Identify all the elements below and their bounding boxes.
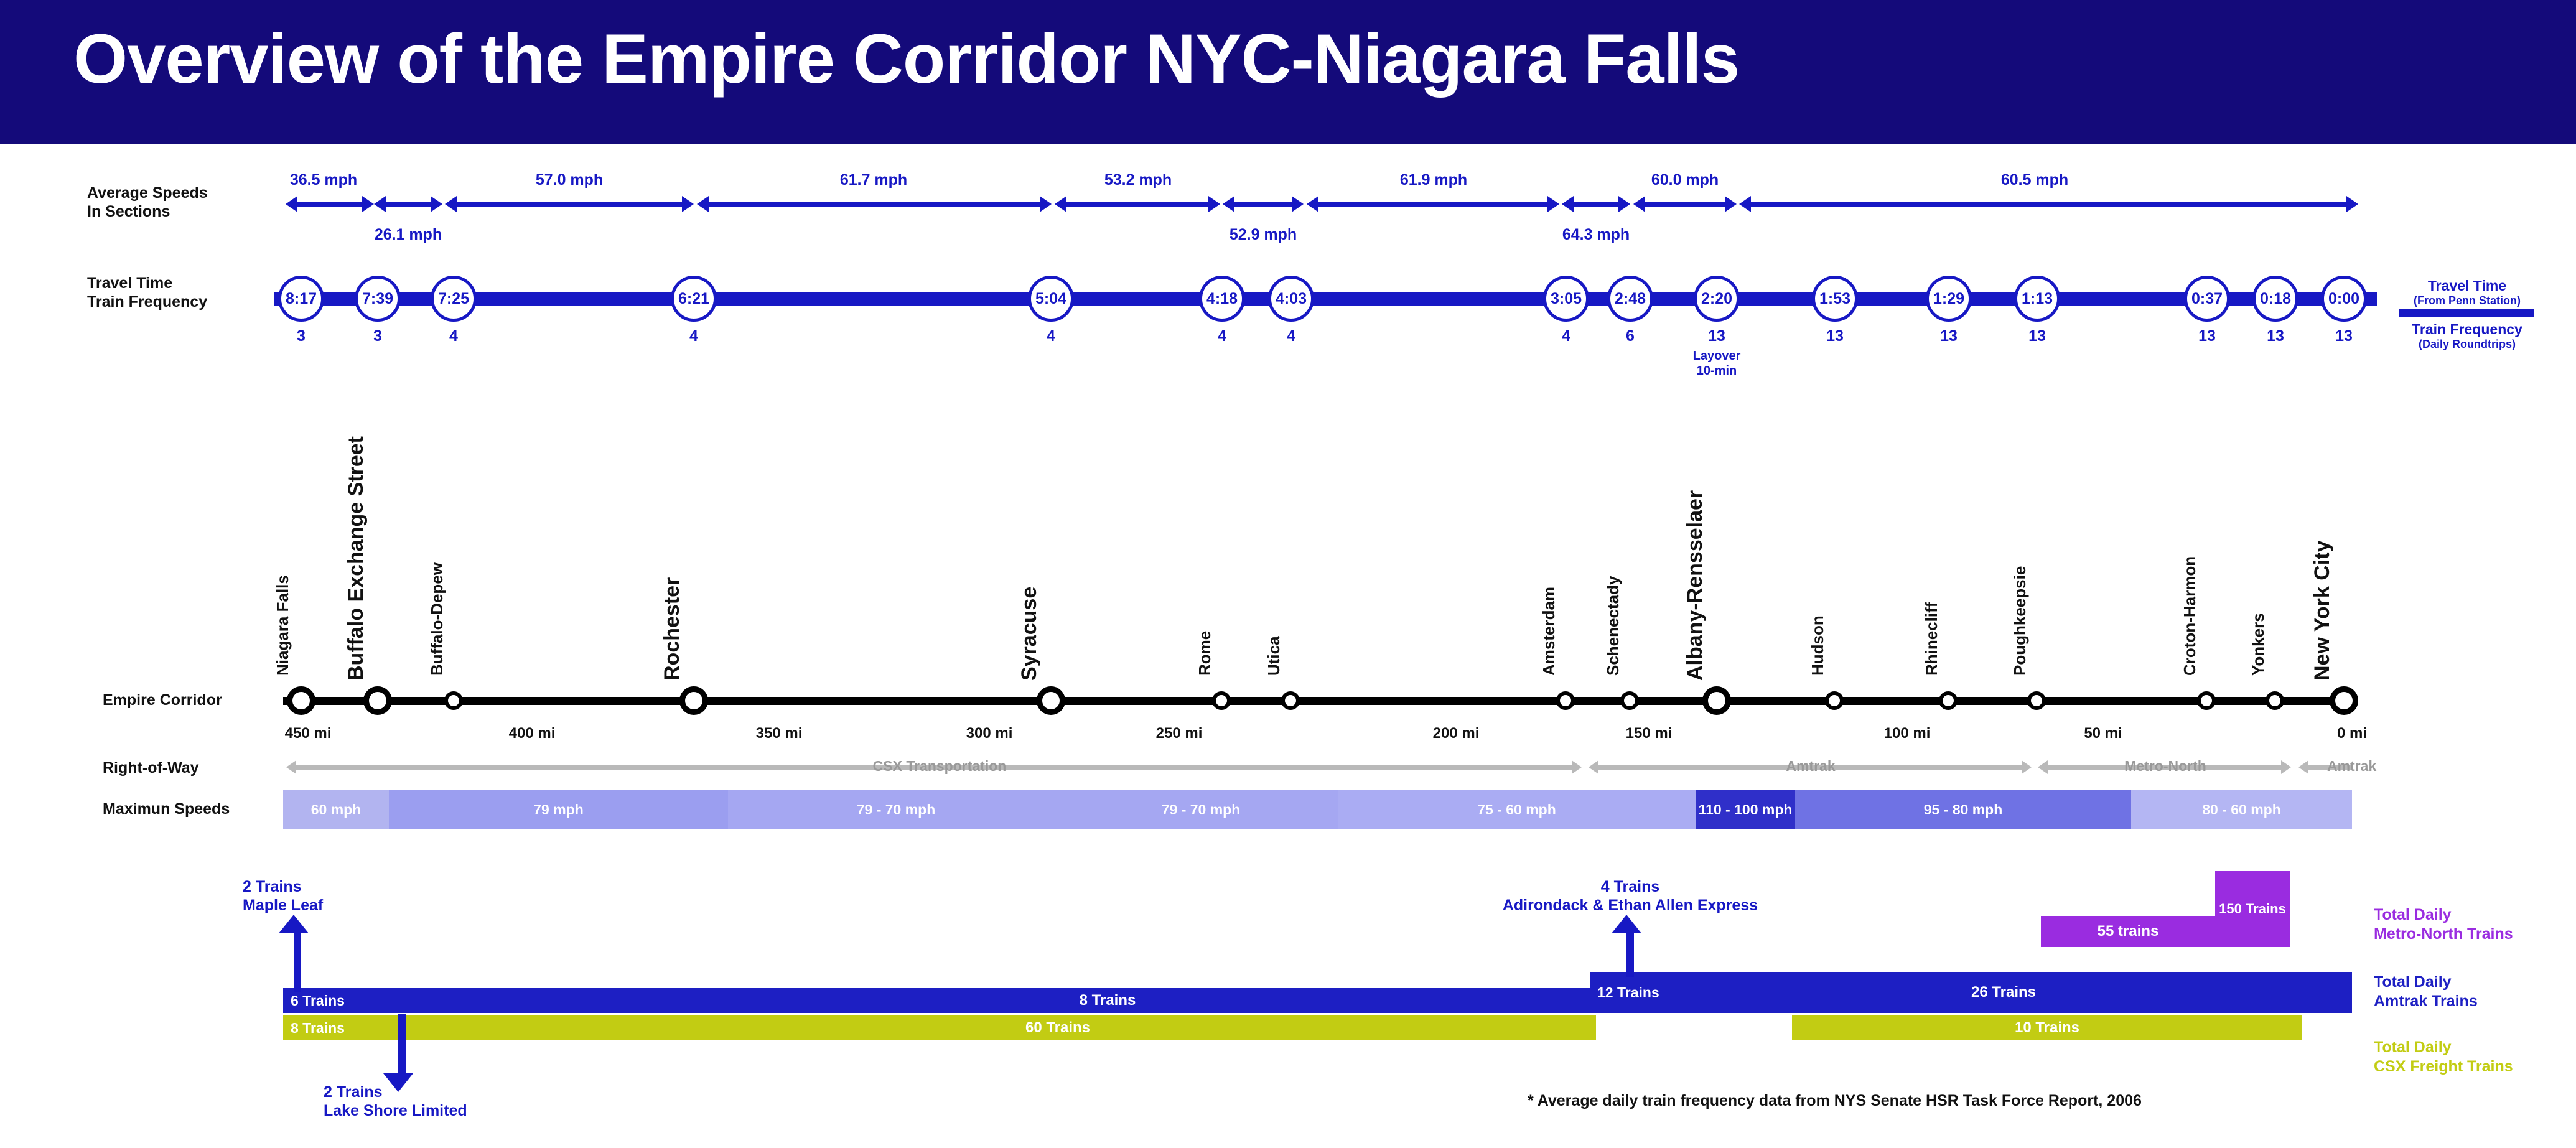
- annotation-arrow-head-maple-leaf: [279, 915, 309, 933]
- speed-arrow-head-right-3: [682, 196, 694, 212]
- legend-metro-north-line1: Total Daily: [2374, 906, 2452, 923]
- speed-arrow-line-2: [386, 202, 431, 207]
- legend-amtrak-line1: Total Daily: [2374, 973, 2452, 991]
- csx-bar-2: [859, 1015, 1257, 1040]
- speed-arrow-line-3: [457, 202, 682, 207]
- travel-time-circle-amsterdam[interactable]: 3:05: [1543, 276, 1589, 322]
- annotation-lake-shore-limited: [324, 1083, 610, 1120]
- speed-arrow-head-left-9: [1633, 196, 1645, 212]
- row-arrow-left-amtrak-2: [2298, 760, 2308, 774]
- row-label-right-of-way: Right-of-Way: [103, 759, 199, 777]
- station-name-rome: Rome: [1195, 630, 1214, 676]
- legend-train-frequency: [2399, 321, 2536, 351]
- legend-metro-north-line2: Metro-North Trains: [2374, 925, 2513, 943]
- corridor-dot-buffalo-exchange-street[interactable]: [363, 686, 392, 715]
- annotation-lake-shore-line1: 2 Trains: [324, 1083, 383, 1101]
- speed-label-4: 61.7 mph: [839, 171, 908, 189]
- speed-arrow-head-right-8: [1618, 196, 1630, 212]
- row-arrow-left-amtrak-1: [1589, 760, 1598, 774]
- corridor-dot-albany-rensselaer[interactable]: [1702, 686, 1731, 715]
- legend-csx-line2: CSX Freight Trains: [2374, 1058, 2513, 1075]
- station-name-rhinecliff: Rhinecliff: [1922, 602, 1941, 676]
- milepost-100: 100 mi: [1883, 725, 1931, 742]
- layover-note-line1: Layover: [1692, 349, 1741, 363]
- annotation-arrow-line-maple-leaf: [294, 933, 301, 992]
- speed-arrow-head-right-1: [362, 196, 374, 212]
- travel-time-circle-buffalo-depew[interactable]: 7:25: [431, 276, 477, 322]
- speed-arrow-line-6: [1234, 202, 1292, 207]
- max-speed-band-8: 80 - 60 mph: [2131, 790, 2352, 829]
- max-speed-band-2: 79 mph: [389, 790, 728, 829]
- annotation-maple-leaf-line2: Maple Leaf: [243, 897, 324, 914]
- metro-north-bar-1: [2041, 916, 2215, 947]
- milepost-50: 50 mi: [2084, 725, 2122, 742]
- speed-arrow-head-left-7: [1307, 196, 1318, 212]
- milepost-0: 0 mi: [2336, 725, 2368, 742]
- corridor-dot-new-york-city[interactable]: [2330, 686, 2358, 715]
- station-name-schenectady: Schenectady: [1603, 576, 1622, 676]
- speed-arrow-head-right-4: [1040, 196, 1052, 212]
- station-name-rochester: Rochester: [660, 577, 684, 681]
- frequency-syracuse: 4: [1047, 327, 1055, 345]
- legend-csx-freight-trains: [2374, 1038, 2576, 1076]
- corridor-dot-rome[interactable]: [1212, 691, 1231, 710]
- row-label-metro-north: Metro-North: [2124, 758, 2206, 774]
- amtrak-bar-1-label: 6 Trains: [291, 992, 345, 1009]
- frequency-new-york-city: 13: [2335, 327, 2353, 345]
- frequency-schenectady: 6: [1626, 327, 1635, 345]
- legend-train-frequency-label: Train Frequency: [2412, 321, 2522, 337]
- speed-label-10: 60.5 mph: [2000, 171, 2069, 189]
- frequency-albany-rensselaer: 13: [1708, 327, 1725, 345]
- row-label-amtrak-2: Amtrak: [2327, 758, 2377, 774]
- speed-label-7: 61.9 mph: [1399, 171, 1468, 189]
- frequency-croton-harmon: 13: [2198, 327, 2216, 345]
- max-speed-band-7: 95 - 80 mph: [1795, 790, 2131, 829]
- station-name-syracuse: Syracuse: [1017, 586, 1041, 681]
- travel-time-circle-rhinecliff[interactable]: 1:29: [1926, 276, 1972, 322]
- amtrak-bar-2: [890, 988, 1325, 1013]
- milepost-300: 300 mi: [966, 725, 1013, 742]
- csx-bar-3: [1792, 1015, 2302, 1040]
- csx-bar-2-label: 60 Trains: [1025, 1019, 1091, 1036]
- row-label-travel-time-line2: Train Frequency: [87, 293, 208, 310]
- travel-time-frequency-section: [0, 254, 2576, 378]
- legend-travel-time: [2399, 278, 2536, 307]
- annotation-arrow-head-adirondack: [1612, 915, 1641, 933]
- corridor-dot-croton-harmon[interactable]: [2197, 691, 2216, 710]
- empire-corridor-line-section: [0, 678, 2576, 742]
- travel-time-circle-rome[interactable]: 4:18: [1199, 276, 1245, 322]
- travel-time-circle-hudson[interactable]: 1:53: [1812, 276, 1858, 322]
- speed-arrow-head-left-2: [374, 196, 386, 212]
- corridor-dot-utica[interactable]: [1281, 691, 1300, 710]
- travel-time-circle-albany-rensselaer[interactable]: 2:20: [1694, 276, 1740, 322]
- milepost-150: 150 mi: [1625, 725, 1673, 742]
- milepost-200: 200 mi: [1432, 725, 1480, 742]
- frequency-buffalo-depew: 4: [449, 327, 458, 345]
- speed-arrow-line-7: [1318, 202, 1547, 207]
- row-arrow-right-csx: [1572, 760, 1582, 774]
- legend-train-frequency-sub: (Daily Roundtrips): [2419, 338, 2516, 350]
- legend-csx-line1: Total Daily: [2374, 1038, 2452, 1056]
- frequency-poughkeepsie: 13: [2028, 327, 2046, 345]
- frequency-hudson: 13: [1826, 327, 1844, 345]
- station-name-amsterdam: Amsterdam: [1539, 586, 1558, 676]
- travel-time-circle-poughkeepsie[interactable]: 1:13: [2014, 276, 2060, 322]
- travel-time-circle-syracuse[interactable]: 5:04: [1028, 276, 1074, 322]
- station-name-buffalo-exchange-street: Buffalo Exchange Street: [344, 436, 368, 681]
- speed-arrow-head-left-1: [286, 196, 297, 212]
- annotation-lake-shore-line2: Lake Shore Limited: [324, 1102, 467, 1119]
- speed-arrow-line-9: [1645, 202, 1725, 207]
- speed-arrow-line-4: [709, 202, 1040, 207]
- max-speed-band-5: 75 - 60 mph: [1338, 790, 1696, 829]
- speed-arrow-head-right-6: [1292, 196, 1304, 212]
- row-label-average-speeds-line1: Average Speeds: [87, 184, 208, 202]
- footnote: * Average daily train frequency data from NYS Senate HSR Task Force Report, 2006: [1528, 1092, 2142, 1109]
- layover-note-albany: [1664, 348, 1770, 378]
- speed-arrow-head-left-4: [697, 196, 709, 212]
- station-name-hudson: Hudson: [1808, 615, 1827, 676]
- legend-divider-bar: [2399, 309, 2534, 317]
- corridor-dot-syracuse[interactable]: [1037, 686, 1065, 715]
- annotation-adirondack-line1: 4 Trains: [1600, 878, 1660, 895]
- corridor-dot-niagara-falls[interactable]: [287, 686, 315, 715]
- travel-time-circle-rochester[interactable]: 6:21: [671, 276, 717, 322]
- frequency-utica: 4: [1287, 327, 1295, 345]
- speed-arrow-line-10: [1751, 202, 2346, 207]
- corridor-dot-hudson[interactable]: [1825, 691, 1844, 710]
- station-name-niagara-falls: Niagara Falls: [273, 575, 292, 676]
- legend-amtrak-trains: [2374, 973, 2576, 1011]
- travel-time-circle-buffalo-exchange-street[interactable]: 7:39: [355, 276, 401, 322]
- metro-north-bar-1-label: 55 trains: [2097, 923, 2159, 940]
- speed-arrow-line-1: [297, 202, 362, 207]
- travel-time-circle-croton-harmon[interactable]: 0:37: [2184, 276, 2230, 322]
- speed-arrow-head-right-9: [1725, 196, 1737, 212]
- max-speed-band-1: 60 mph: [283, 790, 389, 829]
- travel-time-circle-niagara-falls[interactable]: 8:17: [278, 276, 324, 322]
- row-arrow-right-amtrak-1: [2022, 760, 2032, 774]
- travel-time-track: [274, 292, 2377, 306]
- station-name-yonkers: Yonkers: [2249, 613, 2267, 676]
- speed-arrow-head-right-10: [2346, 196, 2358, 212]
- legend-metro-north-trains: [2374, 905, 2576, 944]
- annotation-adirondack-line2: Adirondack & Ethan Allen Express: [1502, 897, 1758, 914]
- row-label-empire-corridor: Empire Corridor: [103, 691, 222, 709]
- max-speed-band-4: 79 - 70 mph: [1064, 790, 1338, 829]
- speed-arrow-head-left-10: [1739, 196, 1751, 212]
- amtrak-bar-4-label: 26 Trains: [1971, 984, 2037, 1001]
- average-speeds-section: [0, 156, 2576, 243]
- speed-label-9: 60.0 mph: [1651, 171, 1719, 189]
- speed-label-8: 64.3 mph: [1562, 226, 1630, 243]
- max-speed-band-6: 110 - 100 mph: [1696, 790, 1795, 829]
- page-header: [0, 0, 2576, 144]
- travel-time-circle-utica[interactable]: 4:03: [1268, 276, 1314, 322]
- speed-label-6: 52.9 mph: [1229, 226, 1297, 243]
- speed-label-2: 26.1 mph: [374, 226, 442, 243]
- travel-time-circle-new-york-city[interactable]: 0:00: [2321, 276, 2367, 322]
- frequency-rochester: 4: [689, 327, 698, 345]
- speed-arrow-line-5: [1066, 202, 1208, 207]
- metro-north-bar-2: [2215, 871, 2290, 947]
- frequency-amsterdam: 4: [1562, 327, 1570, 345]
- corridor-dot-amsterdam[interactable]: [1556, 691, 1575, 710]
- milepost-400: 400 mi: [508, 725, 556, 742]
- page-title: Overview of the Empire Corridor NYC-Niagara Falls: [73, 20, 1740, 98]
- row-label-travel-time-line1: Travel Time: [87, 274, 173, 292]
- annotation-adirondack: [1419, 877, 1842, 915]
- speed-arrow-head-left-5: [1055, 196, 1066, 212]
- row-arrow-left-csx: [286, 760, 296, 774]
- travel-time-circle-yonkers[interactable]: 0:18: [2252, 276, 2298, 322]
- row-label-csx: CSX Transportation: [872, 758, 1007, 774]
- legend-amtrak-line2: Amtrak Trains: [2374, 992, 2478, 1010]
- frequency-rome: 4: [1218, 327, 1226, 345]
- annotation-arrow-line-lake-shore: [398, 1014, 406, 1076]
- milepost-350: 350 mi: [755, 725, 803, 742]
- corridor-dot-rhinecliff[interactable]: [1939, 691, 1958, 710]
- speed-arrow-head-right-5: [1208, 196, 1220, 212]
- travel-time-circle-schenectady[interactable]: 2:48: [1607, 276, 1653, 322]
- legend-travel-time-label: Travel Time: [2427, 278, 2507, 294]
- row-label-maximum-speeds: Maximun Speeds: [103, 800, 230, 818]
- speed-arrow-line-8: [1574, 202, 1618, 207]
- amtrak-bar-3-label: 12 Trains: [1597, 984, 1659, 1001]
- metro-north-bar-2-label: 150 Trains: [2219, 901, 2286, 917]
- frequency-niagara-falls: 3: [297, 327, 306, 345]
- speed-label-1: 36.5 mph: [289, 171, 358, 189]
- legend-travel-time-sub: (From Penn Station): [2414, 294, 2521, 307]
- station-name-utica: Utica: [1264, 636, 1283, 676]
- frequency-buffalo-exchange-street: 3: [373, 327, 382, 345]
- layover-note-line2: 10-min: [1696, 364, 1737, 378]
- station-name-poughkeepsie: Poughkeepsie: [2010, 566, 2029, 676]
- corridor-dot-buffalo-depew[interactable]: [444, 691, 463, 710]
- frequency-rhinecliff: 13: [1940, 327, 1958, 345]
- corridor-dot-schenectady[interactable]: [1620, 691, 1639, 710]
- max-speed-band-3: 79 - 70 mph: [728, 790, 1064, 829]
- speed-label-5: 53.2 mph: [1104, 171, 1172, 189]
- station-name-albany-rensselaer: Albany-Rensselaer: [1683, 490, 1707, 681]
- speed-arrow-head-right-2: [431, 196, 442, 212]
- csx-bar-3-label: 10 Trains: [2014, 1019, 2080, 1036]
- station-name-croton-harmon: Croton-Harmon: [2180, 556, 2199, 676]
- speed-label-3: 57.0 mph: [535, 171, 604, 189]
- corridor-dot-poughkeepsie[interactable]: [2027, 691, 2046, 710]
- milepost-250: 250 mi: [1155, 725, 1203, 742]
- corridor-dot-rochester[interactable]: [679, 686, 708, 715]
- amtrak-bar-2-label: 8 Trains: [1079, 992, 1136, 1009]
- frequency-yonkers: 13: [2267, 327, 2284, 345]
- speed-arrow-head-left-8: [1562, 196, 1574, 212]
- station-name-new-york-city: New York City: [2310, 540, 2334, 681]
- row-label-average-speeds-line2: In Sections: [87, 203, 170, 220]
- annotation-arrow-line-adirondack: [1626, 933, 1634, 977]
- station-name-buffalo-depew: Buffalo-Depew: [427, 562, 446, 676]
- row-label-amtrak-1: Amtrak: [1786, 758, 1836, 774]
- corridor-dot-yonkers[interactable]: [2266, 691, 2284, 710]
- speed-arrow-head-left-3: [445, 196, 457, 212]
- annotation-maple-leaf-line1: 2 Trains: [243, 878, 302, 895]
- speed-arrow-head-left-6: [1223, 196, 1234, 212]
- milepost-450: 450 mi: [284, 725, 332, 742]
- csx-bar-1-label: 8 Trains: [291, 1019, 345, 1036]
- amtrak-bar-4: [1817, 972, 2190, 1013]
- annotation-maple-leaf: [243, 877, 442, 915]
- speed-arrow-head-right-7: [1547, 196, 1559, 212]
